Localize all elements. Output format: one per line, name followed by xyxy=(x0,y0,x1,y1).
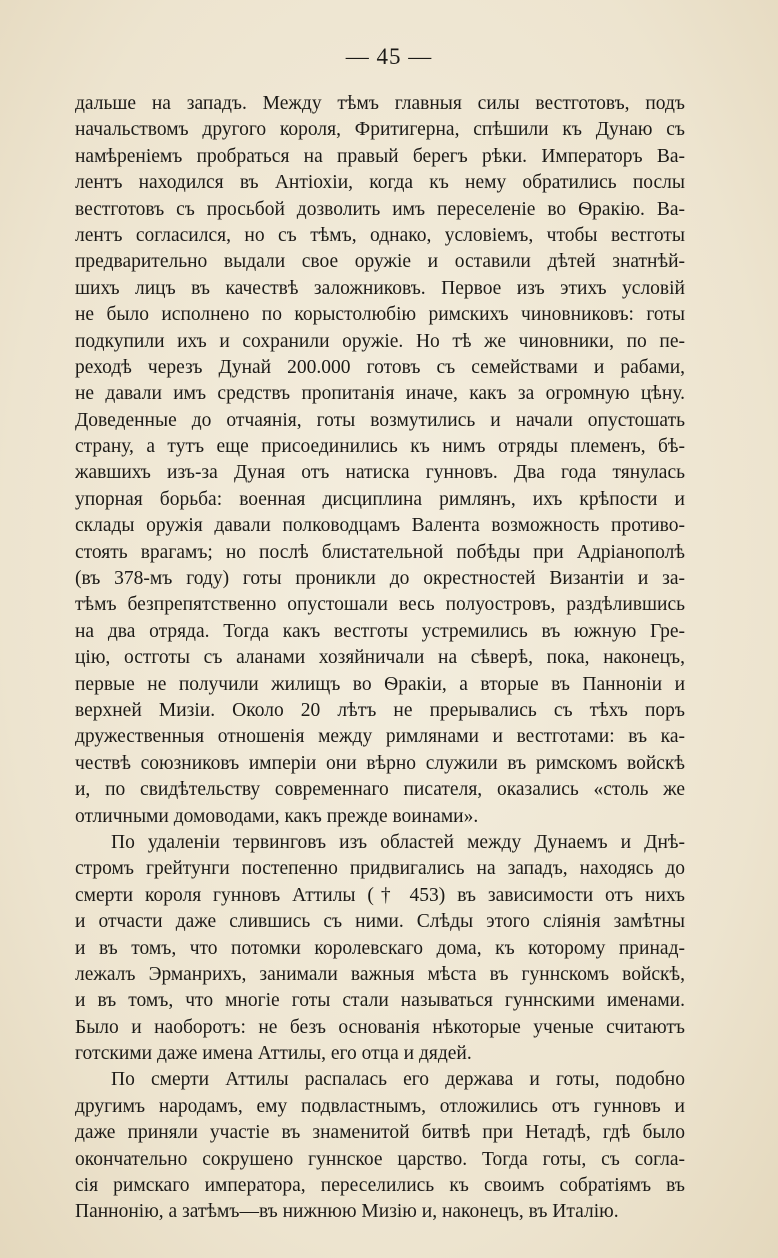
text-line: страну, а тутъ еще присоединились къ нимъ отряды племенъ, бѣ- xyxy=(75,436,685,458)
text-line: и въ томъ, что многіе готы стали называться гуннскими именами. xyxy=(75,990,685,1012)
text-line: По удаленіи тервинговъ изъ областей между Дунаемъ и Днѣ- xyxy=(111,831,685,853)
text-line: тѣмъ безпрепятственно опустошали весь полуостровъ, раздѣлившись xyxy=(75,594,685,616)
text-line: жавшихъ изъ-за Дуная отъ натиска гунновъ. Два года тянулась xyxy=(75,462,685,484)
text-line: подкупили ихъ и сохранили оружіе. Но тѣ же чиновники, по пе- xyxy=(75,330,685,352)
text-line: Доведенные до отчаянія, готы возмутились и начали опустошать xyxy=(75,409,685,431)
text-line: окончательно сокрушено гуннское царство. Тогда готы, съ согла- xyxy=(75,1148,685,1170)
page-number: — 45 — xyxy=(345,44,433,69)
text-line: начальствомъ другого короля, Фритигерна, спѣшили къ Дунаю съ xyxy=(75,119,685,141)
text-line: стоять врагамъ; но послѣ блистательной побѣды при Адріанополѣ xyxy=(75,541,685,563)
text-line: не было исполнено по корыстолюбію римскихъ чиновниковъ: готы xyxy=(75,304,685,326)
text-line: (въ 378-мъ году) готы проникли до окрестностей Византіи и за- xyxy=(75,568,685,590)
text-line: дружественныя отношенія между римлянами и вестготами: въ ка- xyxy=(75,726,685,748)
text-line: даже приняли участіе въ знаменитой битвѣ при Нетадѣ, гдѣ было xyxy=(75,1122,685,1144)
text-line: предварительно выдали свое оружіе и оставили дѣтей знатнѣй- xyxy=(75,251,685,273)
text-line: чествѣ союзниковъ имперіи они вѣрно служили въ римскомъ войскѣ xyxy=(75,752,685,774)
text-line: на два отряда. Тогда какъ вестготы устремились въ южную Гре- xyxy=(75,620,685,642)
text-line: другимъ народамъ, ему подвластнымъ, отложились отъ гунновъ и xyxy=(75,1095,685,1117)
text-line: шихъ лицъ въ качествѣ заложниковъ. Первое изъ этихъ условій xyxy=(75,277,685,299)
text-line: Было и наоборотъ: не безъ основанія нѣкоторые ученые считаютъ xyxy=(75,1016,685,1038)
text-line: сія римскаго императора, переселились къ своимъ собратіямъ въ xyxy=(75,1175,685,1197)
text-line: намѣреніемъ пробраться на правый берегъ рѣки. Императоръ Ва- xyxy=(75,145,685,167)
text-line: По смерти Аттилы распалась его держава и готы, подобно xyxy=(111,1069,685,1091)
text-line: дальше на западъ. Между тѣмъ главныя силы вестготовъ, подъ xyxy=(75,93,685,114)
text-line: и отчасти даже слившись съ ними. Слѣды этого сліянія замѣтны xyxy=(75,911,685,933)
text-line: первые не получили жилищъ во Ѳракіи, а вторые въ Панноніи и xyxy=(75,673,685,695)
text-line: лентъ находился въ Антіохіи, когда къ нему обратились послы xyxy=(75,172,685,194)
text-line: вестготовъ съ просьбой дозволить имъ переселеніе во Ѳракію. Ва- xyxy=(75,198,685,220)
text-line: склады оружія давали полководцамъ Валента возможность противо- xyxy=(75,515,685,537)
text-line: цію, остготы съ аланами хозяйничали на сѣверѣ, пока, наконецъ, xyxy=(75,647,685,669)
text-line: стромъ грейтунги постепенно придвигались на западъ, находясь до xyxy=(75,858,685,880)
text-line: верхней Мизіи. Около 20 лѣтъ не прерывались съ тѣхъ поръ xyxy=(75,699,685,721)
text-line: Паннонію, а затѣмъ—въ нижнюю Мизію и, наконецъ, въ Италію. xyxy=(75,1201,619,1223)
body-text xyxy=(75,91,685,1226)
text-line: не давали имъ средствъ пропитанія иначе, какъ за огромную цѣну. xyxy=(75,383,685,405)
text-line: отличными домоводами, какъ прежде воинами». xyxy=(75,805,479,827)
text-line: готскими даже имена Аттилы, его отца и дядей. xyxy=(75,1043,472,1065)
text-line: лентъ согласился, но съ тѣмъ, однако, условіемъ, чтобы вестготы xyxy=(75,224,685,246)
text-line: лежалъ Эрманрихъ, занимали важныя мѣста въ гуннскомъ войскѣ, xyxy=(75,963,685,985)
text-line: смерти короля гунновъ Аттилы († 453) въ зависимости отъ нихъ xyxy=(75,884,685,906)
text-line: реходѣ черезъ Дунай 200.000 готовъ съ семействами и рабами, xyxy=(75,356,685,378)
text-line: и въ томъ, что потомки королевскаго дома, къ которому принад- xyxy=(75,937,685,959)
text-line: упорная борьба: военная дисциплина римлянъ, ихъ крѣпости и xyxy=(75,488,685,510)
text-line: и, по свидѣтельству современнаго писателя, оказались «столь же xyxy=(75,779,685,801)
